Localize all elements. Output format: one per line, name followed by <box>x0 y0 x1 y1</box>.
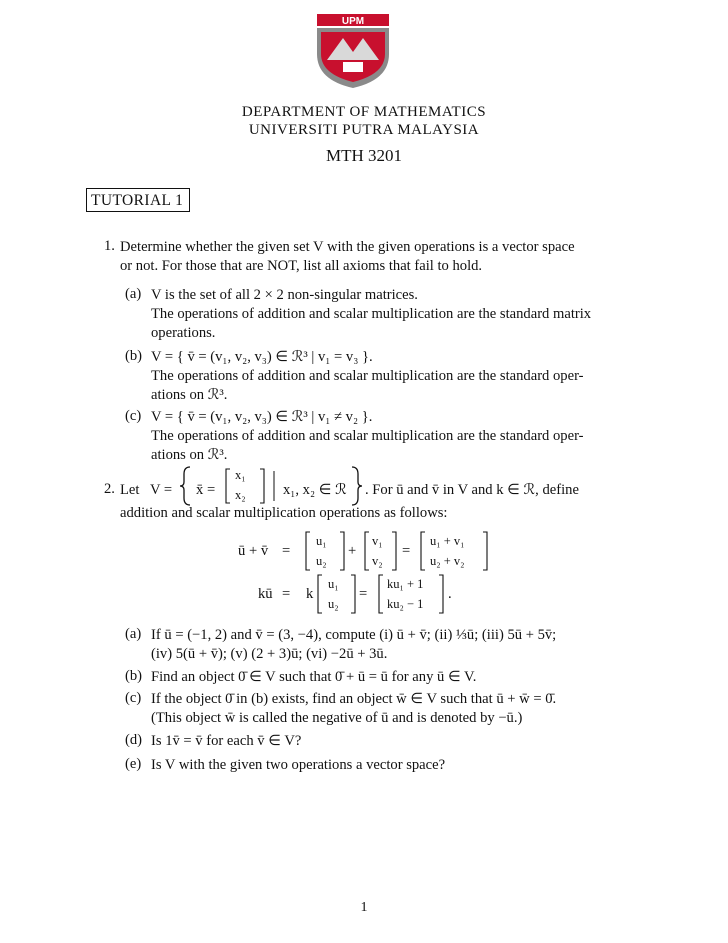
q2c-line1: If the object 0̄ in (b) exists, find an object w̄ ∈ V such that ū + w̄ = 0̄. <box>151 691 557 707</box>
mul-ku1: ku₁ + 1 <box>387 577 424 591</box>
q2-let: Let <box>120 482 140 498</box>
mul-k: k <box>306 586 314 602</box>
q2a-label: (a) <box>125 626 142 642</box>
mul-ku2: ku₂ − 1 <box>387 597 424 611</box>
svg-text:UPM: UPM <box>341 16 365 27</box>
page-number: 1 <box>360 900 368 915</box>
q2e-line1: Is V with the given two operations a vector space? <box>151 757 446 773</box>
q2c-line2: (This object w̄ is called the negative of ū and is denoted by −ū.) <box>151 710 523 726</box>
add-plus: + <box>348 543 357 559</box>
q1b-line1: V = { v̄ = (v₁, v₂, v₃) ∈ ℛ³ | v₁ = v₃ }. <box>151 349 373 365</box>
q1b-line3: ations on ℛ³. <box>151 387 228 403</box>
q1-text-line1: Determine whether the given set V with the given operations is a vector space <box>120 239 575 255</box>
q2a-line1: If ū = (−1, 2) and v̄ = (3, −4), compute (i) ū + v̄; (ii) ⅓ū; (iii) 5ū + 5v̄; <box>151 627 557 643</box>
q1a-line1: V is the set of all 2 × 2 non-singular matrices. <box>151 287 418 303</box>
q1c-line2: The operations of addition and scalar multiplication are the standard oper- <box>151 428 584 444</box>
q2b-label: (b) <box>125 668 143 684</box>
q2-text-after: . For ū and v̄ in V and k ∈ ℛ, define <box>365 482 579 498</box>
q2a-line2: (iv) 5(ū + v̄); (v) (2 + 3)ū; (vi) −2ū + 3ū. <box>151 646 388 662</box>
department-title: DEPARTMENT OF MATHEMATICS <box>241 104 487 120</box>
mul-lhs: kū <box>258 586 273 602</box>
q2d-line1: Is 1v̄ = v̄ for each v̄ ∈ V? <box>151 733 302 749</box>
q2-number: 2. <box>104 481 115 497</box>
q1c-label: (c) <box>125 408 142 424</box>
add-eq2: = <box>402 543 411 559</box>
q2-v-eq: V = <box>150 482 173 498</box>
q2-x2: x₂ <box>235 488 246 502</box>
add-u1: u₁ <box>316 534 327 548</box>
q2d-label: (d) <box>125 732 143 748</box>
q2b-line1: Find an object 0̄ ∈ V such that 0̄ + ū = ū for any ū ∈ V. <box>151 669 477 685</box>
mul-eq2: = <box>359 586 368 602</box>
add-sum1: u₁ + v₁ <box>430 534 465 548</box>
q2e-label: (e) <box>125 756 142 772</box>
q1a-line2: The operations of addition and scalar multiplication are the standard matrix <box>151 306 592 322</box>
q2c-label: (c) <box>125 690 142 706</box>
q2-condition: x₁, x₂ ∈ ℛ <box>283 482 347 498</box>
q1-number: 1. <box>104 238 115 254</box>
q1c-line1: V = { v̄ = (v₁, v₂, v₃) ∈ ℛ³ | v₁ ≠ v₂ }. <box>151 409 373 425</box>
add-u2: u₂ <box>316 554 327 568</box>
university-title: UNIVERSITI PUTRA MALAYSIA <box>248 122 480 138</box>
q1a-line3: operations. <box>151 325 216 341</box>
q2-text-line2: addition and scalar multiplication operations as follows: <box>120 505 448 521</box>
add-lhs: ū + v̄ <box>238 543 269 559</box>
mul-u2: u₂ <box>328 597 339 611</box>
q1a-label: (a) <box>125 286 142 302</box>
q1b-label: (b) <box>125 348 143 364</box>
mul-dot: . <box>448 586 452 602</box>
q2-x1: x₁ <box>235 468 246 482</box>
tutorial-label: TUTORIAL 1 <box>86 188 190 212</box>
q1c-line3: ations on ℛ³. <box>151 447 228 463</box>
course-code: MTH 3201 <box>325 146 403 165</box>
q1-text-line2: or not. For those that are NOT, list all axioms that fail to hold. <box>120 258 483 274</box>
add-sum2: u₂ + v₂ <box>430 554 465 568</box>
add-v1: v₁ <box>372 534 383 548</box>
mul-eq: = <box>282 586 291 602</box>
add-eq: = <box>282 543 291 559</box>
q1b-line2: The operations of addition and scalar multiplication are the standard oper- <box>151 368 584 384</box>
add-v2: v₂ <box>372 554 383 568</box>
mul-u1: u₁ <box>328 577 339 591</box>
q2-xbar-eq: x̄ = <box>196 482 216 498</box>
upm-logo <box>313 10 393 90</box>
